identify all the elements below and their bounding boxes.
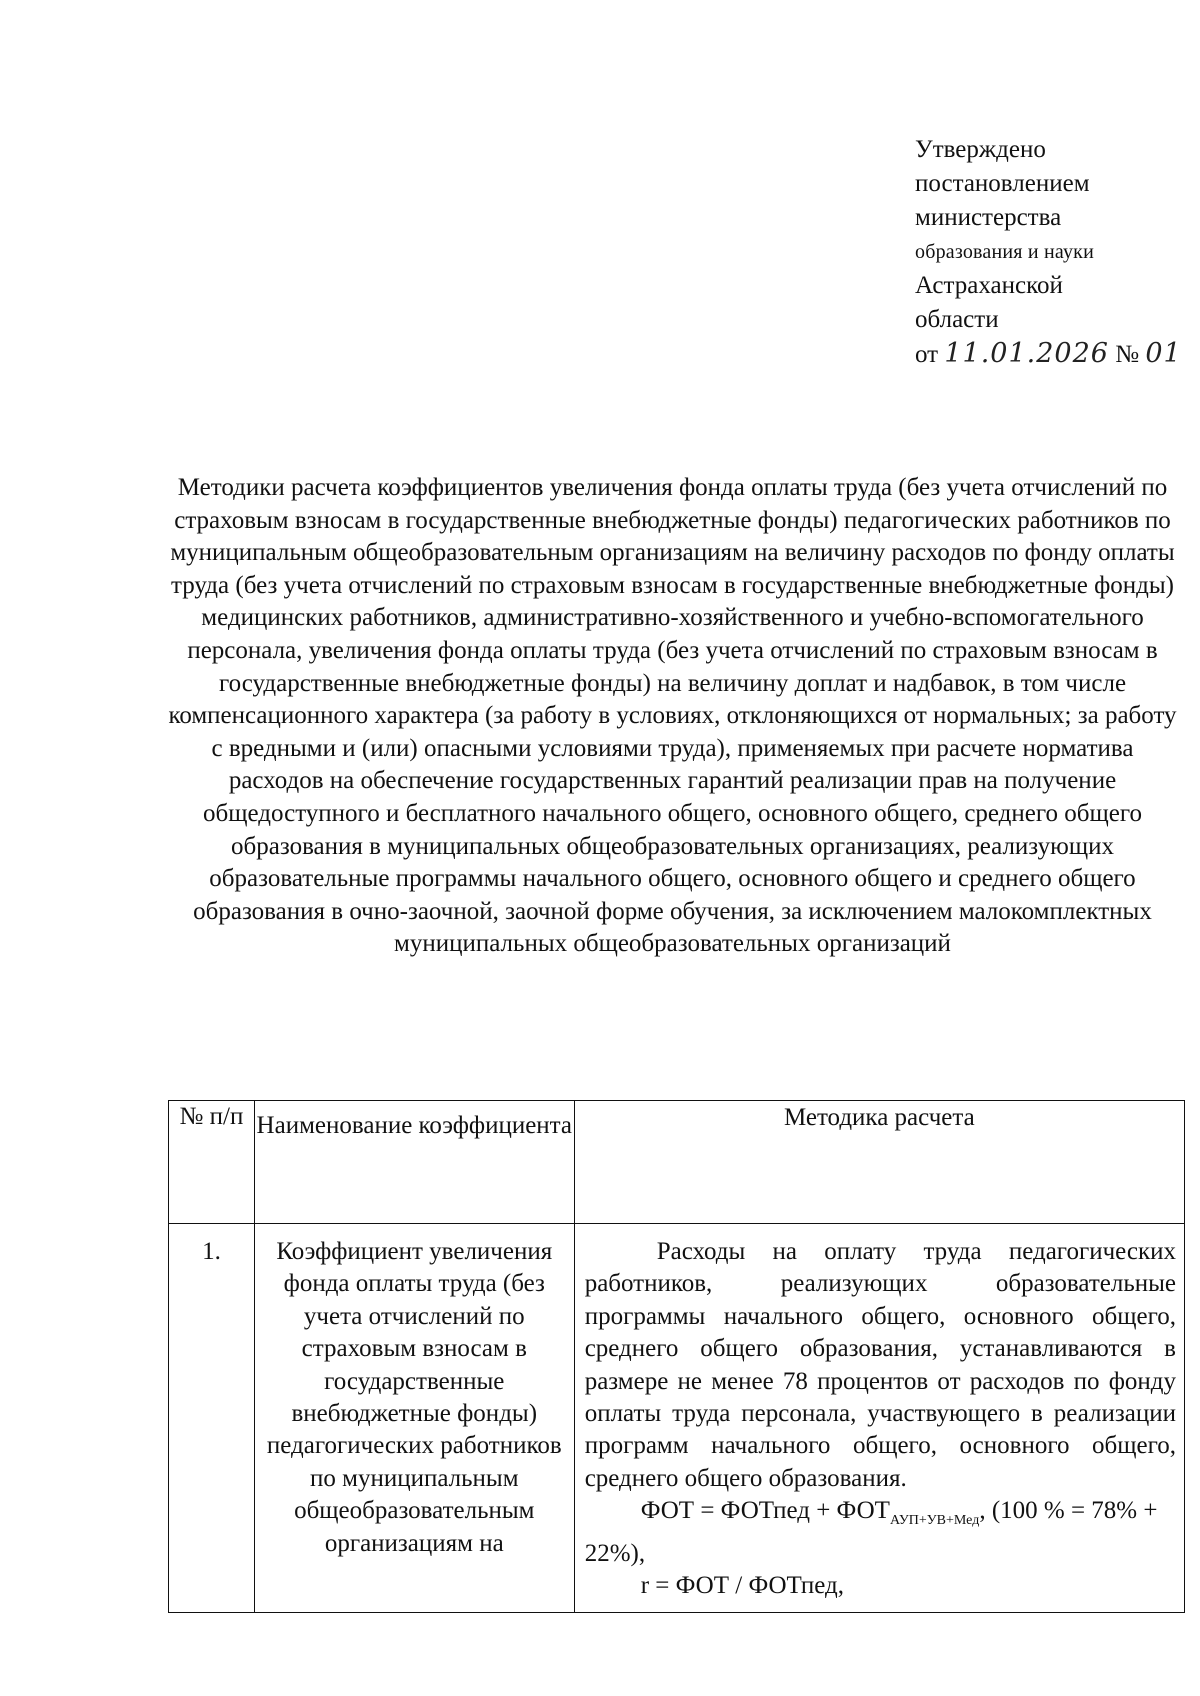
table-header-row — [169, 1101, 1185, 1224]
number-prefix: № — [1115, 341, 1140, 368]
formula-main: ФОТ = ФОТпед + ФОТ — [640, 1497, 890, 1525]
approval-stamp — [915, 133, 1195, 372]
formula-r: r = ФОТ / ФОТпед, — [640, 1572, 844, 1600]
approval-line: Астраханской — [915, 272, 1063, 299]
handwritten-number: 01 — [1145, 338, 1182, 369]
date-prefix: от — [915, 341, 939, 368]
formula-fot — [585, 1495, 1176, 1570]
formula-tail: , (100 % = 78% + 22%), — [584, 1497, 1158, 1567]
approval-line: Утверждено — [915, 136, 1046, 163]
approval-line: министерства — [915, 204, 1062, 231]
document-title: Методики расчета коэффициентов увеличения фонда оплаты труда (без учета отчислений по страховым взносам в государственные внебюджетные фонды) педагогических работников по муниципальным общеобразовательным организациям на величину расходов по фонду оплаты труда (без учета отчислений по страховым взносам в государственные внебюджетные фонды) медицинских работников, административно-хозяйственного и учебно-вспомогательного персонала, увеличения фонда оплаты труда (без учета отчислений по страховым взносам в государственные внебюджетные фонды) на величину доплат и надбавок, в том числе компенсационного характера (за работу в условиях, отклоняющихся от нормальных; за работу с вредными и (или) опасными условиями труда), применяемых при расчете норматива расходов на обеспечение государственных гарантий реализации прав на получение общедоступного и бесплатного начального общего, основного общего, среднего общего образования в муниципальных общеобразовательных организациях, реализующих образовательные программы начального общего, основного общего и среднего общего образования в очно-заочной, заочной форме обучения, за исключением малокомплектных муниципальных общеобразовательных организаций — [168, 474, 1177, 958]
header-coefficient-name: Наименование коэффициента — [254, 1101, 574, 1224]
header-number: № п/п — [169, 1101, 255, 1224]
approval-line: постановлением — [915, 170, 1090, 197]
table-row — [169, 1224, 1185, 1613]
row-number: 1. — [169, 1224, 255, 1613]
methods-table — [168, 1100, 1185, 1613]
coefficient-name: Коэффициент увеличения фонда оплаты труда (без учета отчислений по страховым взносам в государственные внебюджетные фонды) педагогических работников по муниципальным общеобразовательным организациям на — [254, 1224, 574, 1613]
approval-line: образования и науки — [915, 241, 1094, 263]
handwritten-date: 11.01.2026 — [944, 338, 1109, 369]
header-method: Методика расчета — [574, 1101, 1184, 1224]
method-text: Расходы на оплату труда педагогических работников, реализующих образовательные программы начального общего, основного общего, среднего общего образования, устанавливаются в размере не менее 78 процентов от расходов по фонду оплаты труда персонала, участвующего в реализации программ начального общего, основного общего, среднего общего образования. — [584, 1238, 1176, 1492]
method-cell — [574, 1224, 1184, 1613]
approval-date-line — [915, 337, 1195, 372]
formula-subscript: АУП+УВ+Мед — [889, 1513, 980, 1529]
approval-line: области — [915, 306, 999, 333]
